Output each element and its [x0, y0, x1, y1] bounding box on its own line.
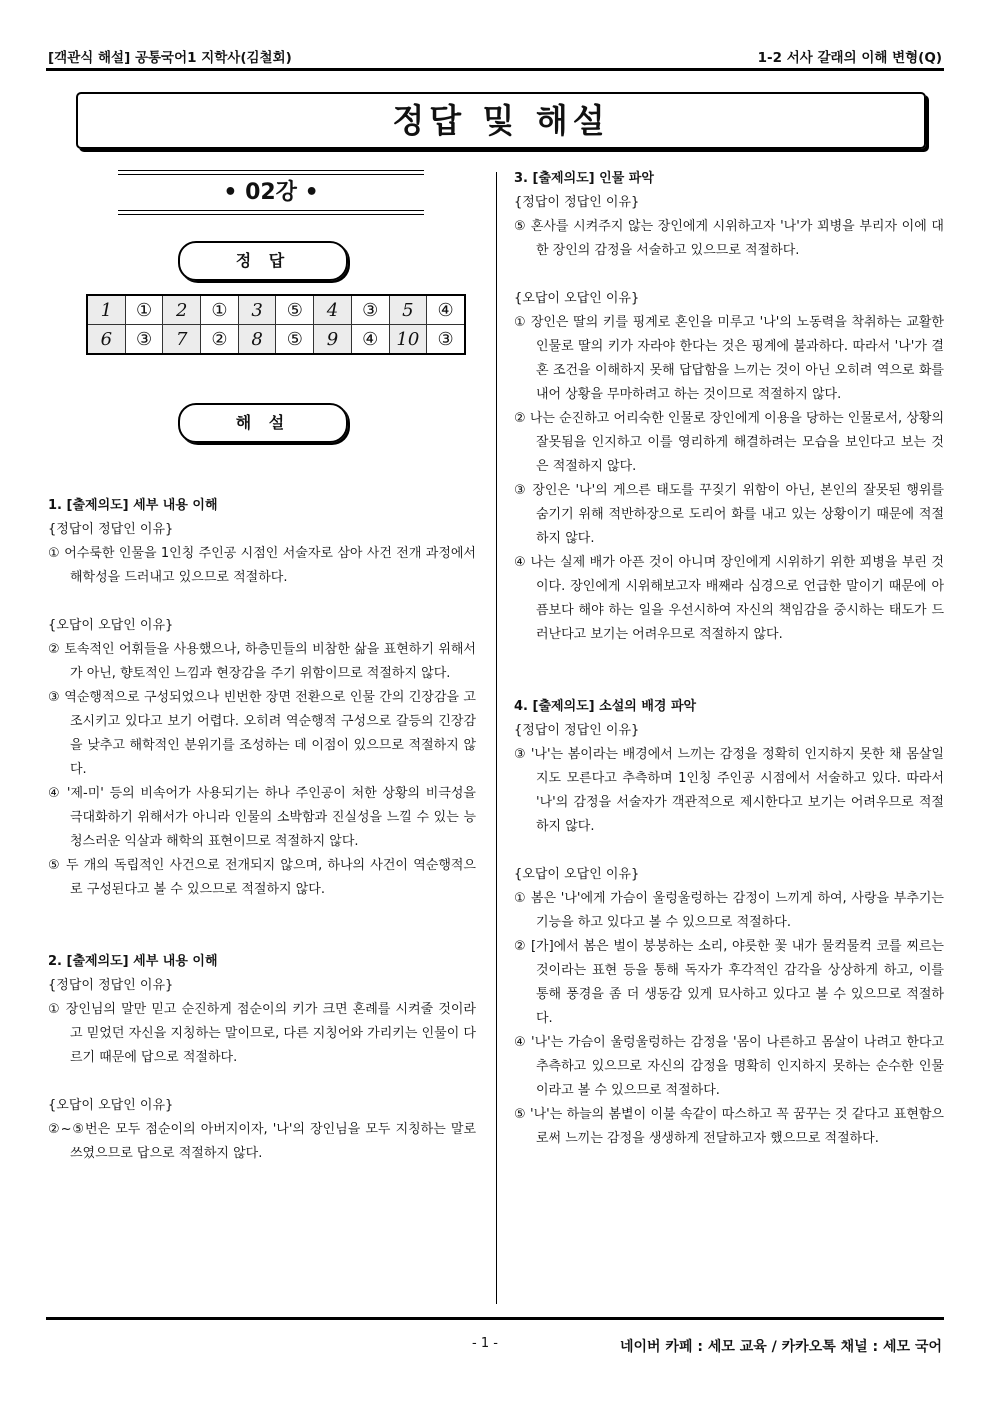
q2-correct: ① 장인님의 말만 믿고 순진하게 점순이의 키가 크면 혼례를 시켜줄 것이라고 믿었던 자신을 지칭하는 말이므로, 다른 지칭어와 가리키는 인물이 다르기 때문에 답으로 적절하다. — [48, 1002, 476, 1065]
question-number: 1 — [87, 295, 125, 325]
lesson-label: • 02강 • — [223, 180, 319, 205]
q1-wrong-item: ③ 역순행적으로 구성되었으나 빈번한 장면 전환으로 인물 간의 긴장감을 고조시키고 있다고 보기 어렵다. 오히려 역순행적 구성으로 갈등의 긴장감을 낮추고 해학적인 분위기를 조성하는 데 이점이 있으므로 적절하지 않다. — [48, 690, 476, 777]
q2-wrong-item: ②~⑤번은 모두 점순이의 아버지이자, '나'의 장인님을 모두 지칭하는 말로 쓰였으므로 답으로 적절하지 않다. — [48, 1122, 476, 1161]
answer-cell: ① — [125, 295, 163, 325]
lesson-banner — [118, 170, 424, 215]
q3-wrong-item: ② 나는 순진하고 어리숙한 인물로 장인에게 이용을 당하는 인물로서, 상황의 잘못됨을 인지하고 이를 영리하게 해결하려는 모습을 보인다고 보는 것은 적절하지 않다. — [514, 411, 944, 474]
q1-wrong-item: ④ '제-미' 등의 비속어가 사용되기는 하나 주인공이 처한 상황의 비극성을 극대화하기 위해서가 아니라 인물의 소박함과 진실성을 느낄 수 있는 능청스러운 익살과 해학의 표현이므로 적절하지 않다. — [48, 786, 476, 849]
q1-title: 1. [출제의도] 세부 내용 이해 — [48, 498, 218, 513]
column-divider — [496, 172, 497, 1304]
left-column — [48, 494, 476, 1166]
header-left: [객관식 해설] 공통국어1 지학사(김철회) — [48, 50, 292, 66]
q4-wrong-item: ① 봄은 '나'에게 가슴이 울렁울렁하는 감정이 느끼게 하여, 사랑을 부추기는 기능을 하고 있다고 볼 수 있으므로 적절하다. — [514, 891, 944, 930]
q3-correct: ⑤ 혼사를 시켜주지 않는 장인에게 시위하고자 '나'가 꾀병을 부리자 이에 대한 장인의 감정을 서술하고 있으므로 적절하다. — [514, 219, 944, 258]
question-number: 6 — [87, 325, 125, 355]
q1-correct: ① 어수룩한 인물을 1인칭 주인공 시점인 서술자로 삼아 사건 전개 과정에서 해학성을 드러내고 있으므로 적절하다. — [48, 546, 476, 585]
q1-wrong-item: ② 토속적인 어휘들을 사용했으나, 하층민들의 비참한 삶을 표현하기 위해서가 아닌, 향토적인 느낌과 현장감을 주기 위함이므로 적절하지 않다. — [48, 642, 476, 681]
header-rule — [46, 68, 944, 71]
q1-correct-label: {정답이 정답인 이유} — [48, 522, 174, 537]
answer-cell: ⑤ — [276, 325, 314, 355]
q3-correct-label: {정답이 정답인 이유} — [514, 195, 640, 210]
q3-wrong-item: ① 장인은 딸의 키를 핑계로 혼인을 미루고 '나'의 노동력을 착취하는 교활한 인물로 딸의 키가 자라야 한다는 것은 핑계에 불과하다. 따라서 '나'가 결혼 조건을 이해하지 못해 답답함을 느끼는 것이 아닌 오히려 역으로 화를 내어 상황을 무마하려고 하는 것이므로 적절하지 않다. — [514, 315, 944, 402]
q1-wrong-item: ⑤ 두 개의 독립적인 사건으로 전개되지 않으며, 하나의 사건이 역순행적으로 구성된다고 볼 수 있으므로 적절하지 않다. — [48, 858, 476, 897]
page-header — [46, 44, 944, 66]
q4-wrong-item: ⑤ '나'는 하늘의 봄볕이 이불 속같이 따스하고 꼭 꿈꾸는 것 같다고 표현함으로써 느끼는 감정을 생생하게 전달하고자 했으므로 적절하다. — [514, 1107, 944, 1146]
footer-rule — [46, 1317, 944, 1320]
q3-wrong-item: ③ 장인은 '나'의 게으른 태도를 꾸짖기 위함이 아닌, 본인의 잘못된 행위를 숨기기 위해 적반하장으로 도리어 화를 내고 있는 상황이기 때문에 적절하지 않다. — [514, 483, 944, 546]
q2-wrong-label: {오답이 오답인 이유} — [48, 1098, 174, 1113]
question-number: 4 — [314, 295, 352, 325]
answer-cell: ② — [201, 325, 239, 355]
header-right: 1-2 서사 갈래의 이해 변형(Q) — [757, 50, 942, 66]
answer-heading: 정 답 — [178, 241, 348, 281]
q4-wrong-label: {오답이 오답인 이유} — [514, 867, 640, 882]
q2-correct-label: {정답이 정답인 이유} — [48, 978, 174, 993]
answer-cell: ⑤ — [276, 295, 314, 325]
question-number: 5 — [389, 295, 427, 325]
q4-wrong-item: ② [가]에서 봄은 벌이 붕붕하는 소리, 야릇한 꽃 내가 물컥물컥 코를 찌르는 것이라는 표현 등을 통해 독자가 후각적인 감각을 상상하게 하고, 이를 통해 풍경을 좀 더 생동감 있게 묘사하고 있다고 볼 수 있으므로 적절하다. — [514, 939, 944, 1026]
answer-cell: ④ — [351, 325, 389, 355]
question-number: 10 — [389, 325, 427, 355]
q3-wrong-label: {오답이 오답인 이유} — [514, 291, 640, 306]
q3-title: 3. [출제의도] 인물 파악 — [514, 171, 654, 186]
question-number: 9 — [314, 325, 352, 355]
answer-cell: ① — [201, 295, 239, 325]
question-number: 3 — [238, 295, 276, 325]
q4-title: 4. [출제의도] 소설의 배경 파악 — [514, 699, 697, 714]
answer-table — [86, 294, 466, 355]
question-number: 2 — [163, 295, 201, 325]
q1-wrong-label: {오답이 오답인 이유} — [48, 618, 174, 633]
q4-correct-label: {정답이 정답인 이유} — [514, 723, 640, 738]
q4-correct: ③ '나'는 봄이라는 배경에서 느끼는 감정을 정확히 인지하지 못한 채 몸살일지도 모른다고 추측하며 1인칭 주인공 시점에서 서술하고 있다. 따라서 '나'의 감정을 서술자가 객관적으로 제시한다고 보기는 어려우므로 적절하지 않다. — [514, 747, 944, 834]
q2-title: 2. [출제의도] 세부 내용 이해 — [48, 954, 218, 969]
q4-wrong-item: ④ '나'는 가슴이 울렁울렁하는 감정을 '몸이 나른하고 몸살이 나려고 한다고 추측하고 있으므로 자신의 감정을 명확히 인지하지 못하는 순수한 인물이라고 볼 수 있으므로 적절하다. — [514, 1035, 944, 1098]
answer-row — [87, 325, 465, 355]
answer-cell: ③ — [125, 325, 163, 355]
right-column — [514, 167, 944, 1151]
question-number: 8 — [238, 325, 276, 355]
answer-cell: ③ — [351, 295, 389, 325]
page-number: - 1 - — [472, 1336, 498, 1351]
title-box — [76, 92, 926, 149]
answer-cell: ③ — [427, 325, 465, 355]
question-number: 7 — [163, 325, 201, 355]
q3-wrong-item: ④ 나는 실제 배가 아픈 것이 아니며 장인에게 시위하기 위한 꾀병을 부린 것이다. 장인에게 시위해보고자 배째라 심경으로 언급한 말이기 때문에 아픔보다 해야 하는 일을 우선시하여 자신의 책임감을 중시하는 태도가 드러난다고 보기는 어려우므로 적절하지 않다. — [514, 555, 944, 642]
answer-cell: ④ — [427, 295, 465, 325]
answer-row — [87, 295, 465, 325]
footer-channel: 네이버 카페 : 세모 교육 / 카카오톡 채널 : 세모 국어 — [619, 1339, 942, 1355]
explanation-heading: 해 설 — [178, 403, 348, 443]
page-title: 정답 및 해설 — [392, 101, 610, 140]
